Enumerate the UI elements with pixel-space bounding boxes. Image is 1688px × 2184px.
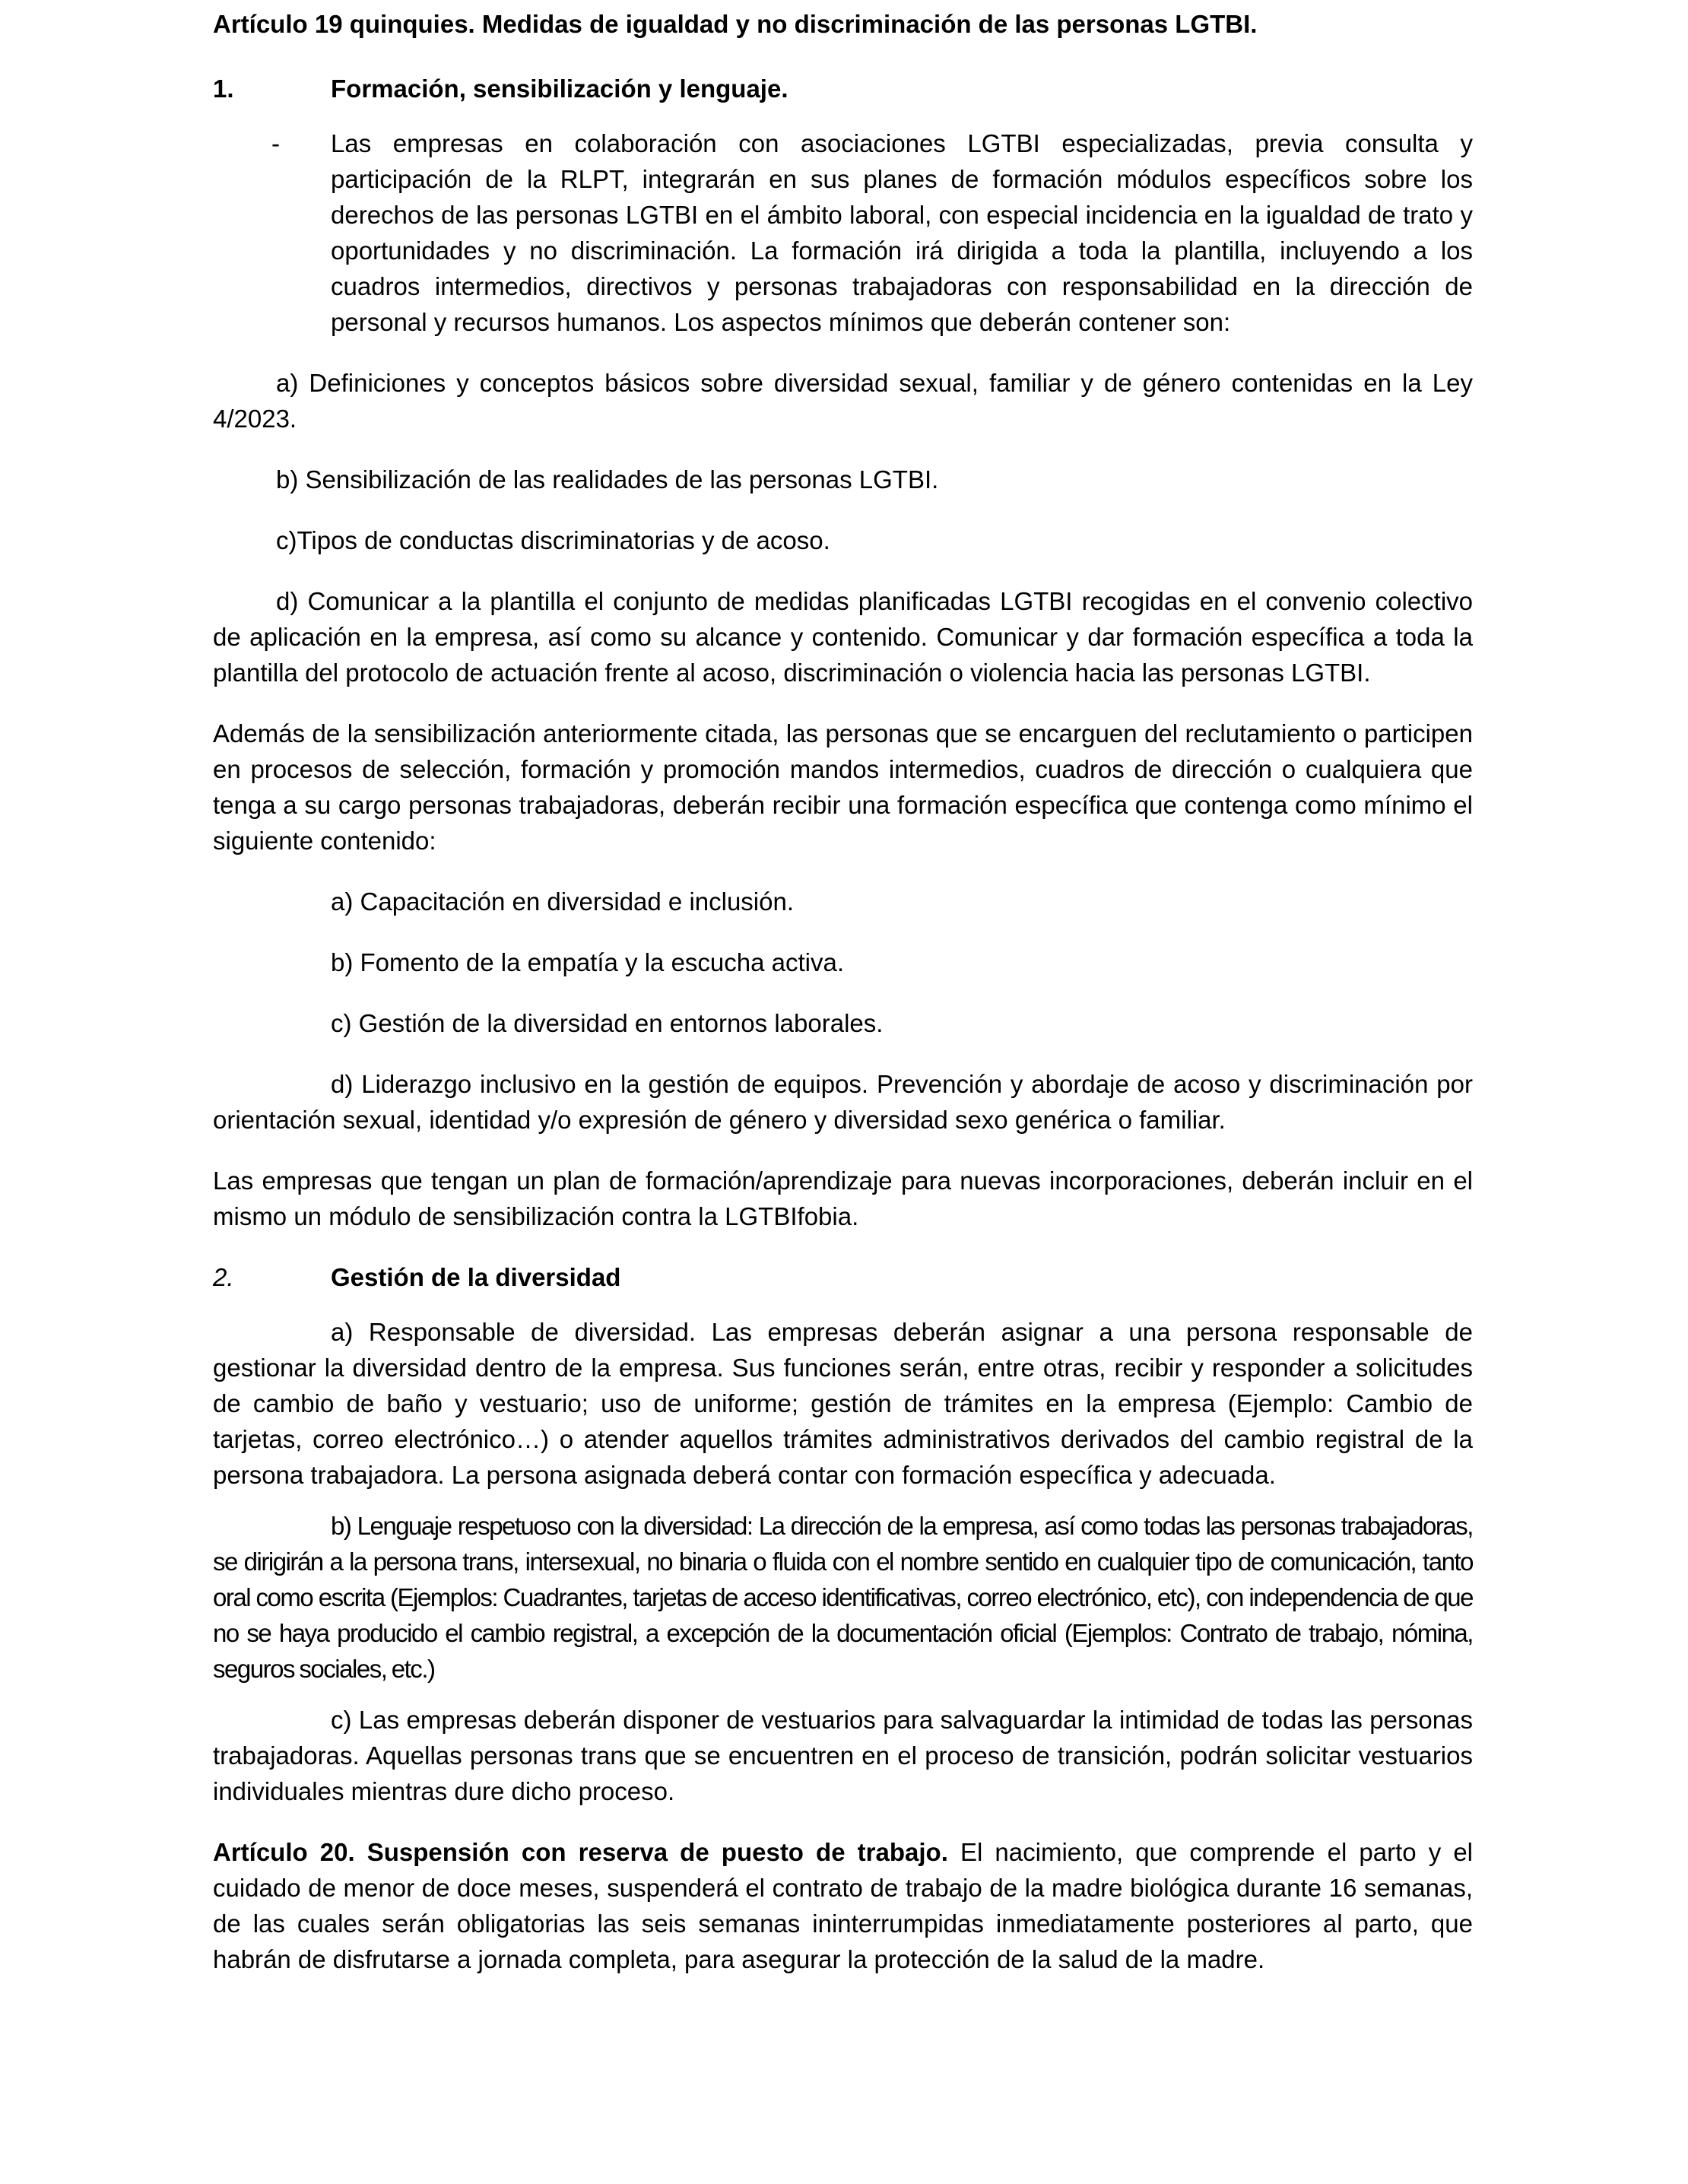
article-19-title: Artículo 19 quinquies. Medidas de igualdad y no discriminación de las personas LGTBI. [213, 10, 1258, 38]
bullet-dash-marker: - [271, 129, 280, 157]
section-1-number: 1. [213, 75, 234, 103]
list1-item-a-definiciones: a) Definiciones y conceptos básicos sobre diversidad sexual, familiar y de género contenidas en la Ley 4/2023. [213, 369, 1473, 433]
section-2-heading-text: Gestión de la diversidad [331, 1263, 621, 1291]
list2-item-b-fomento: b) Fomento de la empatía y la escucha activa. [331, 948, 845, 976]
article-20-title: Artículo 20. Suspensión con reserva de puesto de trabajo. [213, 1838, 948, 1866]
list2-item-a-capacitacion: a) Capacitación en diversidad e inclusión. [331, 887, 795, 916]
article-20-paragraph [213, 1834, 1473, 1977]
list1-item-c-tipos: c)Tipos de conductas discriminatorias y de acoso. [276, 526, 830, 554]
list3-item-b-lenguaje: b) Lenguaje respetuoso con la diversidad: La dirección de la empresa, así como todas las personas trabajadoras, se dirigirán a la persona trans, intersexual, no binaria o fluida con el nombre sentido en cualquier tipo de comunicación, tanto oral como escrita (Ejemplos: Cuadrantes, tarjetas de acceso identificativas, correo electrónico, etc), con independencia de que no se haya producido el cambio registral, a excepción de la documentación oficial (Ejemplos: Contrato de trabajo, nómina, seguros sociales, etc.) [213, 1512, 1473, 1683]
section-1-heading [213, 71, 1473, 106]
article-20-body-text: El nacimiento, que comprende el parto y el cuidado de menor de doce meses, suspenderá el contrato de trabajo de la madre biológica durante 16 semanas, de las cuales serán obligatorias las seis semanas ininterrumpidas inmediatamente posteriores al parto, que habrán de disfrutarse a jornada completa, para asegurar la protección de la salud de la madre. [213, 1838, 1474, 1973]
section-1-heading-text: Formación, sensibilización y lenguaje. [331, 75, 788, 103]
paragraph-plan-formacion: Las empresas que tengan un plan de formación/aprendizaje para nuevas incorporaciones, deberán incluir en el mismo un módulo de sensibilización contra la LGTBIfobia. [213, 1167, 1473, 1230]
paragraph-ademas-sensibilizacion: Además de la sensibilización anteriormente citada, las personas que se encarguen del reclutamiento o participen en procesos de selección, formación y promoción mandos intermedios, cuadros de dirección o cualquiera que tenga a su cargo personas trabajadoras, deberán recibir una formación específica que contenga como mínimo el siguiente contenido: [213, 719, 1473, 855]
section-2-heading [213, 1259, 1473, 1295]
bullet-paragraph-formacion [213, 125, 1473, 340]
list1-item-d-comunicar: d) Comunicar a la plantilla el conjunto de medidas planificadas LGTBI recogidas en el convenio colectivo de aplicación en la empresa, así como su alcance y contenido. Comunicar y dar formación específica a toda la plantilla del protocolo de actuación frente al acoso, discriminación o violencia hacia las personas LGTBI. [213, 587, 1473, 687]
list2-item-d-liderazgo: d) Liderazgo inclusivo en la gestión de equipos. Prevención y abordaje de acoso y discriminación por orientación sexual, identidad y/o expresión de género y diversidad sexo genérica o familiar. [213, 1070, 1473, 1134]
list2-item-c-gestion: c) Gestión de la diversidad en entornos laborales. [331, 1009, 884, 1037]
list3-item-a-responsable: a) Responsable de diversidad. Las empresas deberán asignar a una persona responsable de gestionar la diversidad dentro de la empresa. Sus funciones serán, entre otras, recibir y responder a solicitudes de cambio de baño y vestuario; uso de uniforme; gestión de trámites en la empresa (Ejemplo: Cambio de tarjetas, correo electrónico…) o atender aquellos trámites administrativos derivados del cambio registral de la persona trabajadora. La persona asignada deberá contar con formación específica y adecuada. [213, 1318, 1473, 1489]
list1-item-b-sensibilizacion: b) Sensibilización de las realidades de las personas LGTBI. [276, 465, 939, 494]
section-2-number: 2. [213, 1263, 234, 1291]
list3-item-c-vestuarios: c) Las empresas deberán disponer de vestuarios para salvaguardar la intimidad de todas las personas trabajadoras. Aquellas personas trans que se encuentren en el proceso de transición, podrán solicitar vestuarios individuales mientras dure dicho proceso. [213, 1706, 1473, 1805]
bullet-paragraph-text: Las empresas en colaboración con asociaciones LGTBI especializadas, previa consulta y participación de la RLPT, integrarán en sus planes de formación módulos específicos sobre los derechos de las personas LGTBI en el ámbito laboral, con especial incidencia en la igualdad de trato y oportunidades y no discriminación. La formación irá dirigida a toda la plantilla, incluyendo a los cuadros intermedios, directivos y personas trabajadoras con responsabilidad en la dirección de personal y recursos humanos. Los aspectos mínimos que deberán contener son: [331, 129, 1473, 336]
